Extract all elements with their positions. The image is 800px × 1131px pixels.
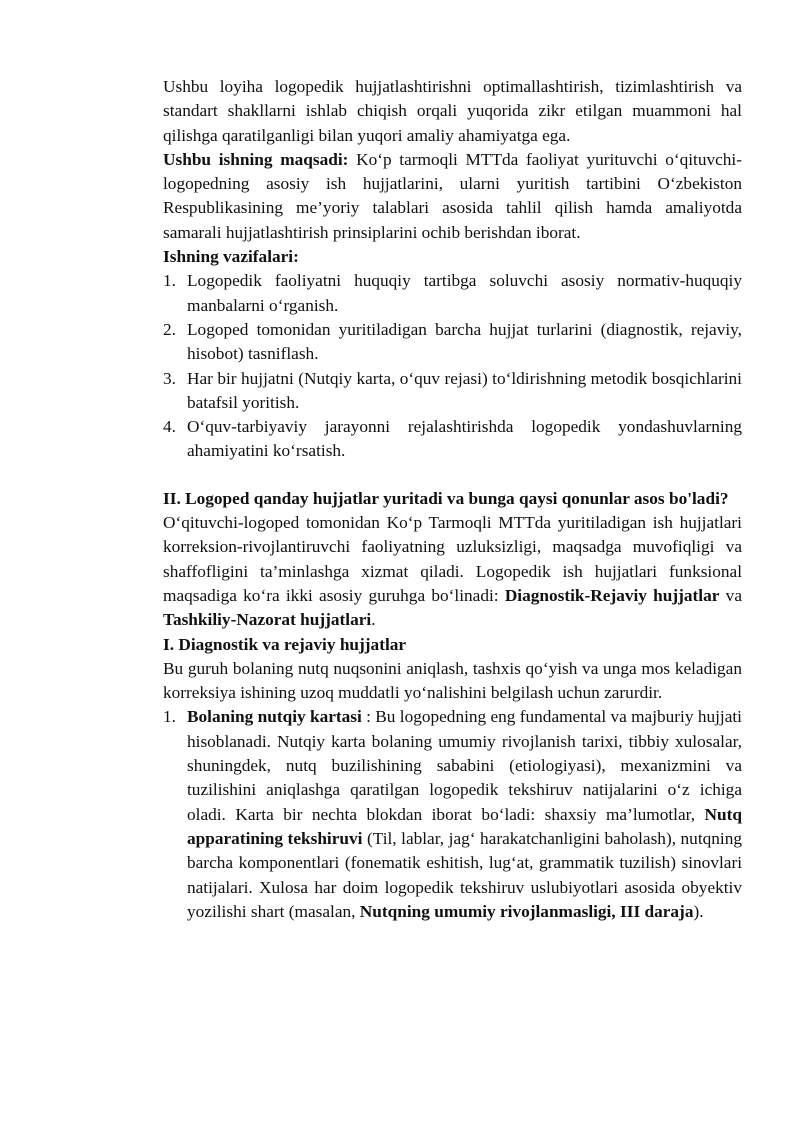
tasks-heading: Ishning vazifalari: [163, 247, 299, 267]
section-spacer [163, 464, 742, 487]
list-item-text: O‘quv-tarbiyaviy jarayonni rejalashtirishda logopedik yondashuvlarning ahamiyatini ko‘rsatish. [187, 417, 742, 461]
document-page [163, 75, 742, 924]
list-item-number: 1. [163, 707, 176, 727]
tasks-list [163, 269, 742, 463]
speech-apparatus-label: Nutq apparatining tekshiruvi [187, 804, 742, 848]
list-item-number: 1. [163, 271, 176, 291]
speech-card-text-2: (Til, lablar, jag‘ harakatchanligini baholash), nutqning barcha komponentlari (fonematik eshitish, lug‘at, grammatik tuzilish) sinovlari natijalari. Xulosa har doim logopedik tekshiruv uslubiyotlari asosida obyektiv yozilishi shart (masalan, [187, 828, 742, 921]
conjunction-text: va [719, 585, 742, 605]
speech-card-title: Bolaning nutqiy kartasi [187, 707, 362, 727]
speech-card-text-1: : Bu logopedning eng fundamental va majburiy hujjati hisoblanadi. Nutqiy karta bolaning umumiy rivojlanish tarixi, tibbiy xulosalar, shuningdek, nutq buzilishining sababini (etiologiyasi), mexanizmini va tuzilishini aniqlashga qaratilgan logopedik tekshiruv natijalarini o‘z ichiga oladi. Karta bir nechta blokdan iborat bo‘ladi: shaxsiy ma’lumotlar, [187, 707, 742, 824]
list-item-number: 4. [163, 417, 176, 437]
aim-label: Ushbu ishning maqsadi: [163, 149, 349, 169]
aim-paragraph [163, 148, 742, 245]
subsection-1-heading: I. Diagnostik va rejaviy hujjatlar [163, 634, 407, 654]
period-text: . [371, 610, 376, 630]
list-item-number: 3. [163, 368, 176, 388]
speech-card-text-3: ). [693, 901, 704, 921]
list-item-text: Logopedik faoliyatni huquqiy tartibga soluvchi asosiy normativ-huquqiy manbalarni o‘rganish. [187, 271, 742, 315]
subsection-1-paragraph: Bu guruh bolaning nutq nuqsonini aniqlash, tashxis qo‘yish va unga mos keladigan korreksiya ishining uzoq muddatli yo‘nalishini belgilash uchun zarurdir. [163, 658, 742, 703]
list-item [163, 415, 742, 464]
group-1-label: Diagnostik-Rejaviy hujjatlar [504, 585, 720, 605]
list-item-number: 2. [163, 319, 176, 339]
diagnosis-example: Nutqning umumiy rivojlanmasligi, III daraja [359, 901, 694, 921]
documents-list [163, 705, 742, 924]
intro-paragraph: Ushbu loyiha logopedik hujjatlashtirishni optimallashtirish, tizimlashtirish va standart shakllarni ishlab chiqish orqali yuqorida zikr etilgan muammoni hal qilishga qaratilganligi bilan yuqori amaliy ahamiyatga ega. [163, 77, 742, 145]
section-2-text: O‘qituvchi-logoped tomonidan Ko‘p Tarmoqli MTTda yuritiladigan ish hujjatlari korreksion-rivojlantiruvchi faoliyatning uzluksizligi, maqsadga muvofiqligi va shaffofligini ta’minlashga xizmat qiladi. Logopedik ish hujjatlari funksional maqsadiga ko‘ra ikki asosiy guruhga bo‘linadi: [163, 513, 742, 605]
section-2-heading: II. Logoped qanday hujjatlar yuritadi va bunga qaysi qonunlar asos bo'ladi? [163, 488, 729, 508]
group-2-label: Tashkiliy-Nazorat hujjatlari [163, 610, 372, 630]
list-item-text: Har bir hujjatni (Nutqiy karta, o‘quv rejasi) to‘ldirishning metodik bosqichlarini batafsil yoritish. [187, 368, 742, 412]
section-2-paragraph [163, 511, 742, 632]
list-item [163, 705, 742, 924]
list-item-text: Logoped tomonidan yuritiladigan barcha hujjat turlarini (diagnostik, rejaviy, hisobot) tasniflash. [187, 319, 742, 364]
aim-text: Ko‘p tarmoqli MTTda faoliyat yurituvchi o‘qituvchi-logopedning asosiy ish hujjatlarini, ularni yuritish tartibini O‘zbekiston Respublikasining me’yoriy talablari asosida tahlil qilish hamda amaliyotda samarali hujjatlashtirish prinsiplarini ochib berishdan iborat. [163, 149, 742, 242]
list-item [163, 318, 742, 367]
list-item [163, 269, 742, 318]
list-item [163, 367, 742, 416]
